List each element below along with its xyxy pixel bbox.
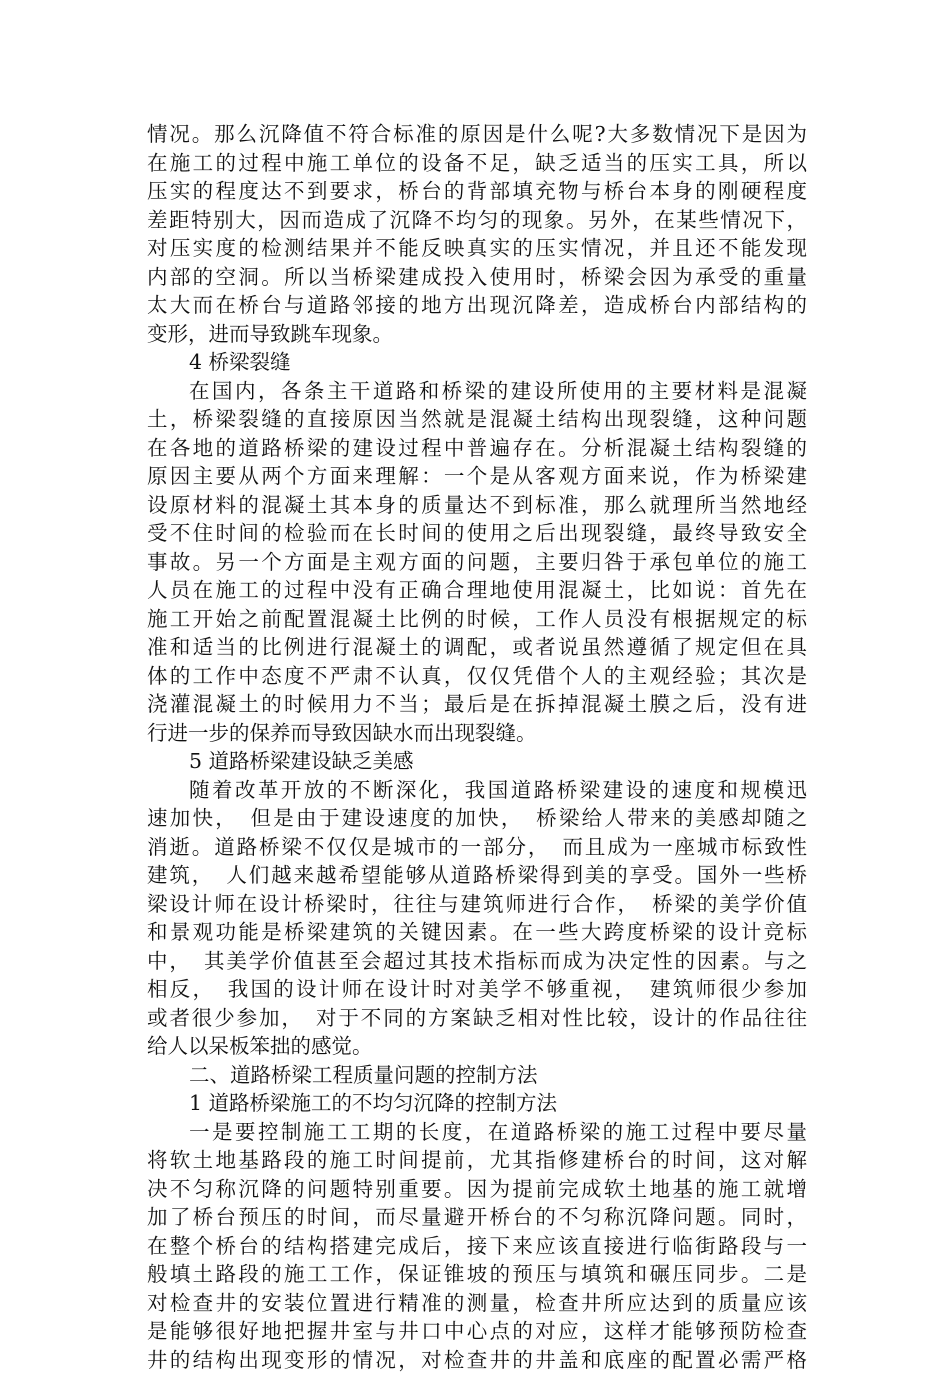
paragraph-line: 一是要控制施工工期的长度，在道路桥梁的施工过程中要尽量 [147, 1118, 807, 1147]
paragraph-line: 加了桥台预压的时间，而尽量避开桥台的不匀称沉降问题。同时， [147, 1203, 807, 1232]
paragraph-line: 情况。那么沉降值不符合标准的原因是什么呢?大多数情况下是因为 [147, 120, 807, 149]
paragraph-line: 对压实度的检测结果并不能反映真实的压实情况，并且还不能发现 [147, 234, 807, 263]
paragraph-line: 浇灌混凝土的时候用力不当；最后是在拆掉混凝土膜之后，没有进 [147, 690, 807, 719]
section-heading: 1 道路桥梁施工的不均匀沉降的控制方法 [147, 1089, 807, 1118]
paragraph-line: 准和适当的比例进行混凝土的调配，或者说虽然遵循了规定但在具 [147, 633, 807, 662]
paragraph-line: 变形，进而导致跳车现象。 [147, 320, 807, 349]
paragraph-line: 速加快， 但是由于建设速度的加快， 桥梁给人带来的美感却随之 [147, 804, 807, 833]
document-page [147, 120, 807, 1374]
paragraph-line: 在国内，各条主干道路和桥梁的建设所使用的主要材料是混凝 [147, 377, 807, 406]
paragraph-line: 体的工作中态度不严肃不认真，仅仅凭借个人的主观经验；其次是 [147, 662, 807, 691]
paragraph-line: 对检查井的安装位置进行精准的测量，检查井所应达到的质量应该 [147, 1289, 807, 1318]
paragraph-line: 或者很少参加， 对于不同的方案缺乏相对性比较，设计的作品往往 [147, 1004, 807, 1033]
paragraph-line: 设原材料的混凝土其本身的质量达不到标准，那么就理所当然地经 [147, 491, 807, 520]
paragraph-line: 受不住时间的检验而在长时间的使用之后出现裂缝，最终导致安全 [147, 519, 807, 548]
paragraph-line: 土，桥梁裂缝的直接原因当然就是混凝土结构出现裂缝，这种问题 [147, 405, 807, 434]
paragraph-line: 在施工的过程中施工单位的设备不足，缺乏适当的压实工具，所以 [147, 149, 807, 178]
paragraph-line: 相反， 我国的设计师在设计时对美学不够重视， 建筑师很少参加 [147, 975, 807, 1004]
paragraph-line: 消逝。道路桥梁不仅仅是城市的一部分， 而且成为一座城市标致性 [147, 833, 807, 862]
paragraph-line: 内部的空洞。所以当桥梁建成投入使用时，桥梁会因为承受的重量 [147, 263, 807, 292]
paragraph-line: 在各地的道路桥梁的建设过程中普遍存在。分析混凝土结构裂缝的 [147, 434, 807, 463]
paragraph-line: 在整个桥台的结构搭建完成后，接下来应该直接进行临街路段与一 [147, 1232, 807, 1261]
paragraph-line: 井的结构出现变形的情况，对检查井的井盖和底座的配置必需严格 [147, 1346, 807, 1374]
paragraph-line: 梁设计师在设计桥梁时，往往与建筑师进行合作， 桥梁的美学价值 [147, 890, 807, 919]
paragraph-line: 随着改革开放的不断深化，我国道路桥梁建设的速度和规模迅 [147, 776, 807, 805]
paragraph-line: 太大而在桥台与道路邻接的地方出现沉降差，造成桥台内部结构的 [147, 291, 807, 320]
paragraph-line: 给人以呆板笨拙的感觉。 [147, 1032, 807, 1061]
paragraph-line: 人员在施工的过程中没有正确合理地使用混凝土，比如说：首先在 [147, 576, 807, 605]
paragraph-line: 是能够很好地把握井室与井口中心点的对应，这样才能够预防检查 [147, 1317, 807, 1346]
paragraph-line: 将软土地基路段的施工时间提前，尤其指修建桥台的时间，这对解 [147, 1146, 807, 1175]
paragraph-line: 般填土路段的施工工作，保证锥坡的预压与填筑和碾压同步。二是 [147, 1260, 807, 1289]
paragraph-line: 差距特别大，因而造成了沉降不均匀的现象。另外，在某些情况下， [147, 206, 807, 235]
paragraph-line: 施工开始之前配置混凝土比例的时候，工作人员没有根据规定的标 [147, 605, 807, 634]
paragraph-line: 原因主要从两个方面来理解：一个是从客观方面来说，作为桥梁建 [147, 462, 807, 491]
paragraph-line: 中， 其美学价值甚至会超过其技术指标而成为决定性的因素。与之 [147, 947, 807, 976]
paragraph-line: 事故。另一个方面是主观方面的问题，主要归咎于承包单位的施工 [147, 548, 807, 577]
paragraph-line: 行进一步的保养而导致因缺水而出现裂缝。 [147, 719, 807, 748]
paragraph-line: 和景观功能是桥梁建筑的关键因素。在一些大跨度桥梁的设计竞标 [147, 918, 807, 947]
paragraph-line: 压实的程度达不到要求，桥台的背部填充物与桥台本身的刚硬程度 [147, 177, 807, 206]
section-heading: 5 道路桥梁建设缺乏美感 [147, 747, 807, 776]
paragraph-line: 建筑， 人们越来越希望能够从道路桥梁得到美的享受。国外一些桥 [147, 861, 807, 890]
section-heading: 二、道路桥梁工程质量问题的控制方法 [147, 1061, 807, 1090]
section-heading: 4 桥梁裂缝 [147, 348, 807, 377]
paragraph-line: 决不匀称沉降的问题特别重要。因为提前完成软土地基的施工就增 [147, 1175, 807, 1204]
